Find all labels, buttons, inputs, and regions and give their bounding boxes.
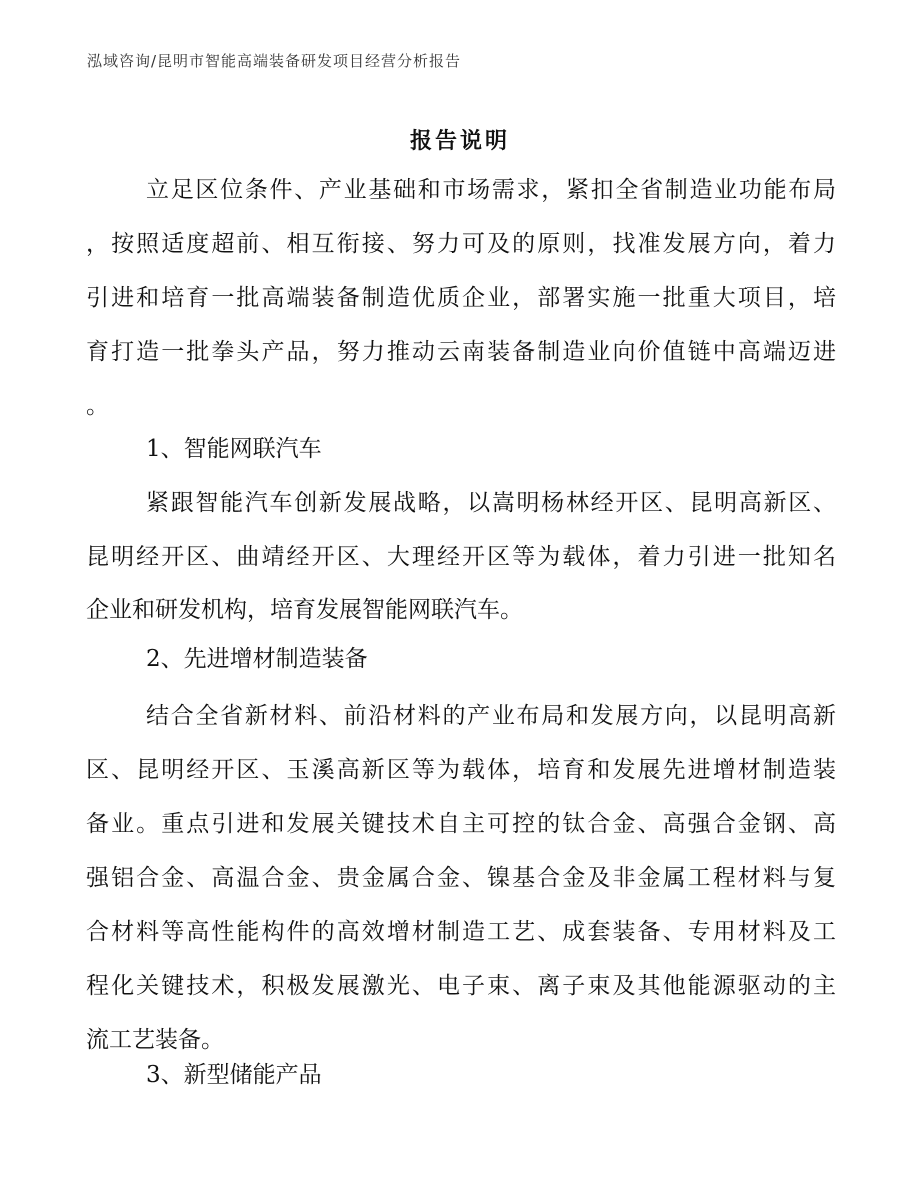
paragraph-line: 程化关键技术，积极发展激光、电子束、离子束及其他能源驱动的主 [86, 973, 836, 999]
paragraph-line: 结合全省新材料、前沿材料的产业布局和发展方向，以昆明高新 [146, 703, 836, 729]
paragraph-line: 。 [86, 393, 109, 419]
paragraph-line: 立足区位条件、产业基础和市场需求，紧扣全省制造业功能布局 [146, 177, 836, 203]
paragraph-line: 昆明经开区、曲靖经开区、大理经开区等为载体，着力引进一批知名 [86, 544, 836, 570]
paragraph-line: 流工艺装备。 [86, 1027, 224, 1053]
subheading-2: 2、先进增材制造装备 [146, 646, 368, 672]
paragraph-line: 区、昆明经开区、玉溪高新区等为载体，培育和发展先进增材制造装 [86, 757, 836, 783]
section-title: 报告说明 [409, 128, 510, 154]
paragraph-line: 育打造一批拳头产品，努力推动云南装备制造业向价值链中高端迈进 [86, 339, 836, 365]
subheading-3: 3、新型储能产品 [146, 1062, 322, 1088]
paragraph-line: 紧跟智能汽车创新发展战略，以嵩明杨林经开区、昆明高新区、 [146, 490, 836, 516]
paragraph-line: ，按照适度超前、相互衔接、努力可及的原则，找准发展方向，着力 [86, 231, 836, 257]
subheading-1: 1、智能网联汽车 [146, 436, 322, 462]
paragraph-line: 企业和研发机构，培育发展智能网联汽车。 [86, 597, 523, 623]
paragraph-line: 备业。重点引进和发展关键技术自主可控的钛合金、高强合金钢、高 [86, 811, 836, 837]
paragraph-line: 引进和培育一批高端装备制造优质企业，部署实施一批重大项目，培 [86, 285, 836, 311]
paragraph-line: 合材料等高性能构件的高效增材制造工艺、成套装备、专用材料及工 [86, 919, 836, 945]
paragraph-line: 强铝合金、高温合金、贵金属合金、镍基合金及非金属工程材料与复 [86, 865, 836, 891]
running-header: 泓域咨询/昆明市智能高端装备研发项目经营分析报告 [87, 52, 462, 70]
